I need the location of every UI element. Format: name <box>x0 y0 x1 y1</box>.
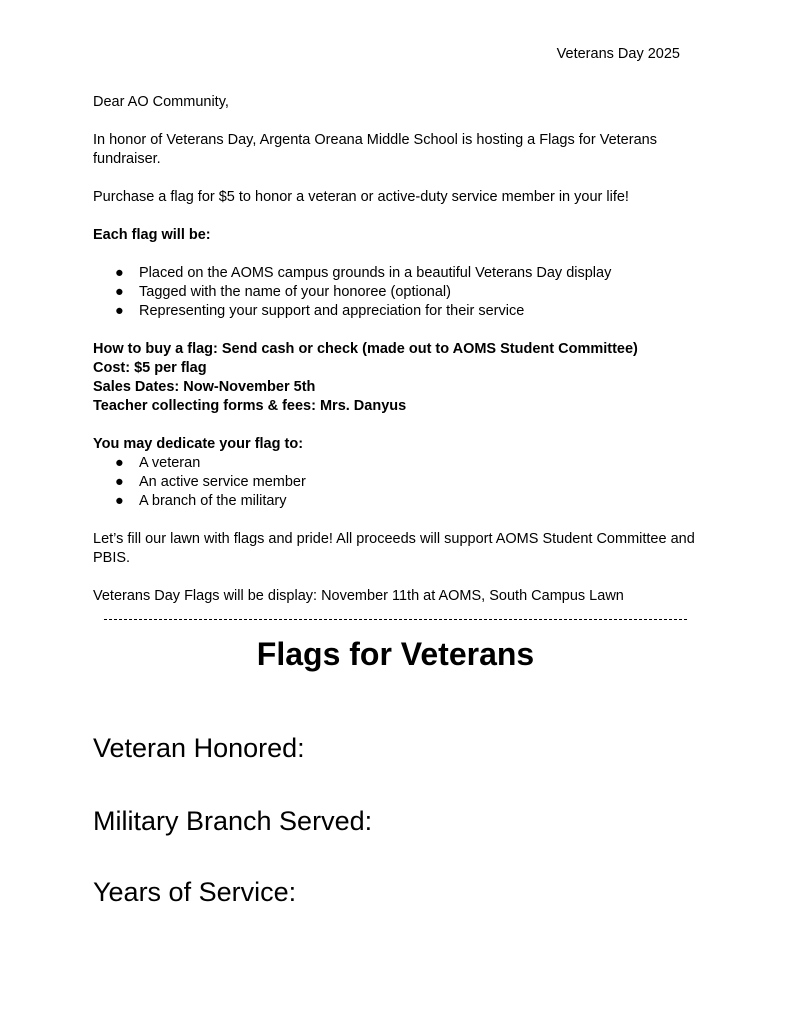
list-item: ● Tagged with the name of your honoree (optional) <box>115 284 451 300</box>
intro-paragraph: In honor of Veterans Day, Argenta Oreana Middle School is hosting a Flags for Veterans fundraiser. <box>93 132 657 167</box>
bullet-icon: ● <box>115 474 124 490</box>
bullet-icon: ● <box>115 303 124 319</box>
bullet-icon: ● <box>115 493 124 509</box>
letter-body <box>93 93 698 606</box>
veteran-honored-label: Veteran Honored: <box>93 733 305 763</box>
dedicate-heading: You may dedicate your flag to: <box>93 436 304 452</box>
bullet-icon: ● <box>115 455 124 471</box>
years-of-service-label: Years of Service: <box>93 877 297 907</box>
bullet-icon: ● <box>115 284 124 300</box>
cost-line: Cost: $5 per flag <box>93 360 207 376</box>
cut-line-divider <box>104 619 687 620</box>
greeting: Dear AO Community, <box>93 94 229 110</box>
list-item: ● A veteran <box>115 455 201 471</box>
bullet-icon: ● <box>115 265 124 281</box>
military-branch-label: Military Branch Served: <box>93 806 373 836</box>
teacher-line: Teacher collecting forms & fees: Mrs. Danyus <box>93 398 407 414</box>
list-item: ● A branch of the military <box>115 493 287 509</box>
dedicate-list <box>93 454 698 511</box>
closing-paragraph: Let’s fill our lawn with flags and pride! All proceeds will support AOMS Student Committee and PBIS. <box>93 531 695 566</box>
flag-list <box>93 264 698 321</box>
date-header: Veterans Day 2025 <box>556 46 680 62</box>
how-to-buy: How to buy a flag: Send cash or check (made out to AOMS Student Committee) <box>93 341 638 357</box>
list-item: ● Representing your support and appreciation for their service <box>115 303 525 319</box>
sales-dates: Sales Dates: Now-November 5th <box>93 379 316 395</box>
list-item: ● Placed on the AOMS campus grounds in a beautiful Veterans Day display <box>115 265 612 281</box>
purchase-paragraph: Purchase a flag for $5 to honor a veteran or active-duty service member in your life! <box>93 189 629 205</box>
form-title: Flags for Veterans <box>256 636 535 672</box>
display-info: Veterans Day Flags will be display: November 11th at AOMS, South Campus Lawn <box>93 588 624 604</box>
list-item: ● An active service member <box>115 474 306 490</box>
flag-heading: Each flag will be: <box>93 227 211 243</box>
